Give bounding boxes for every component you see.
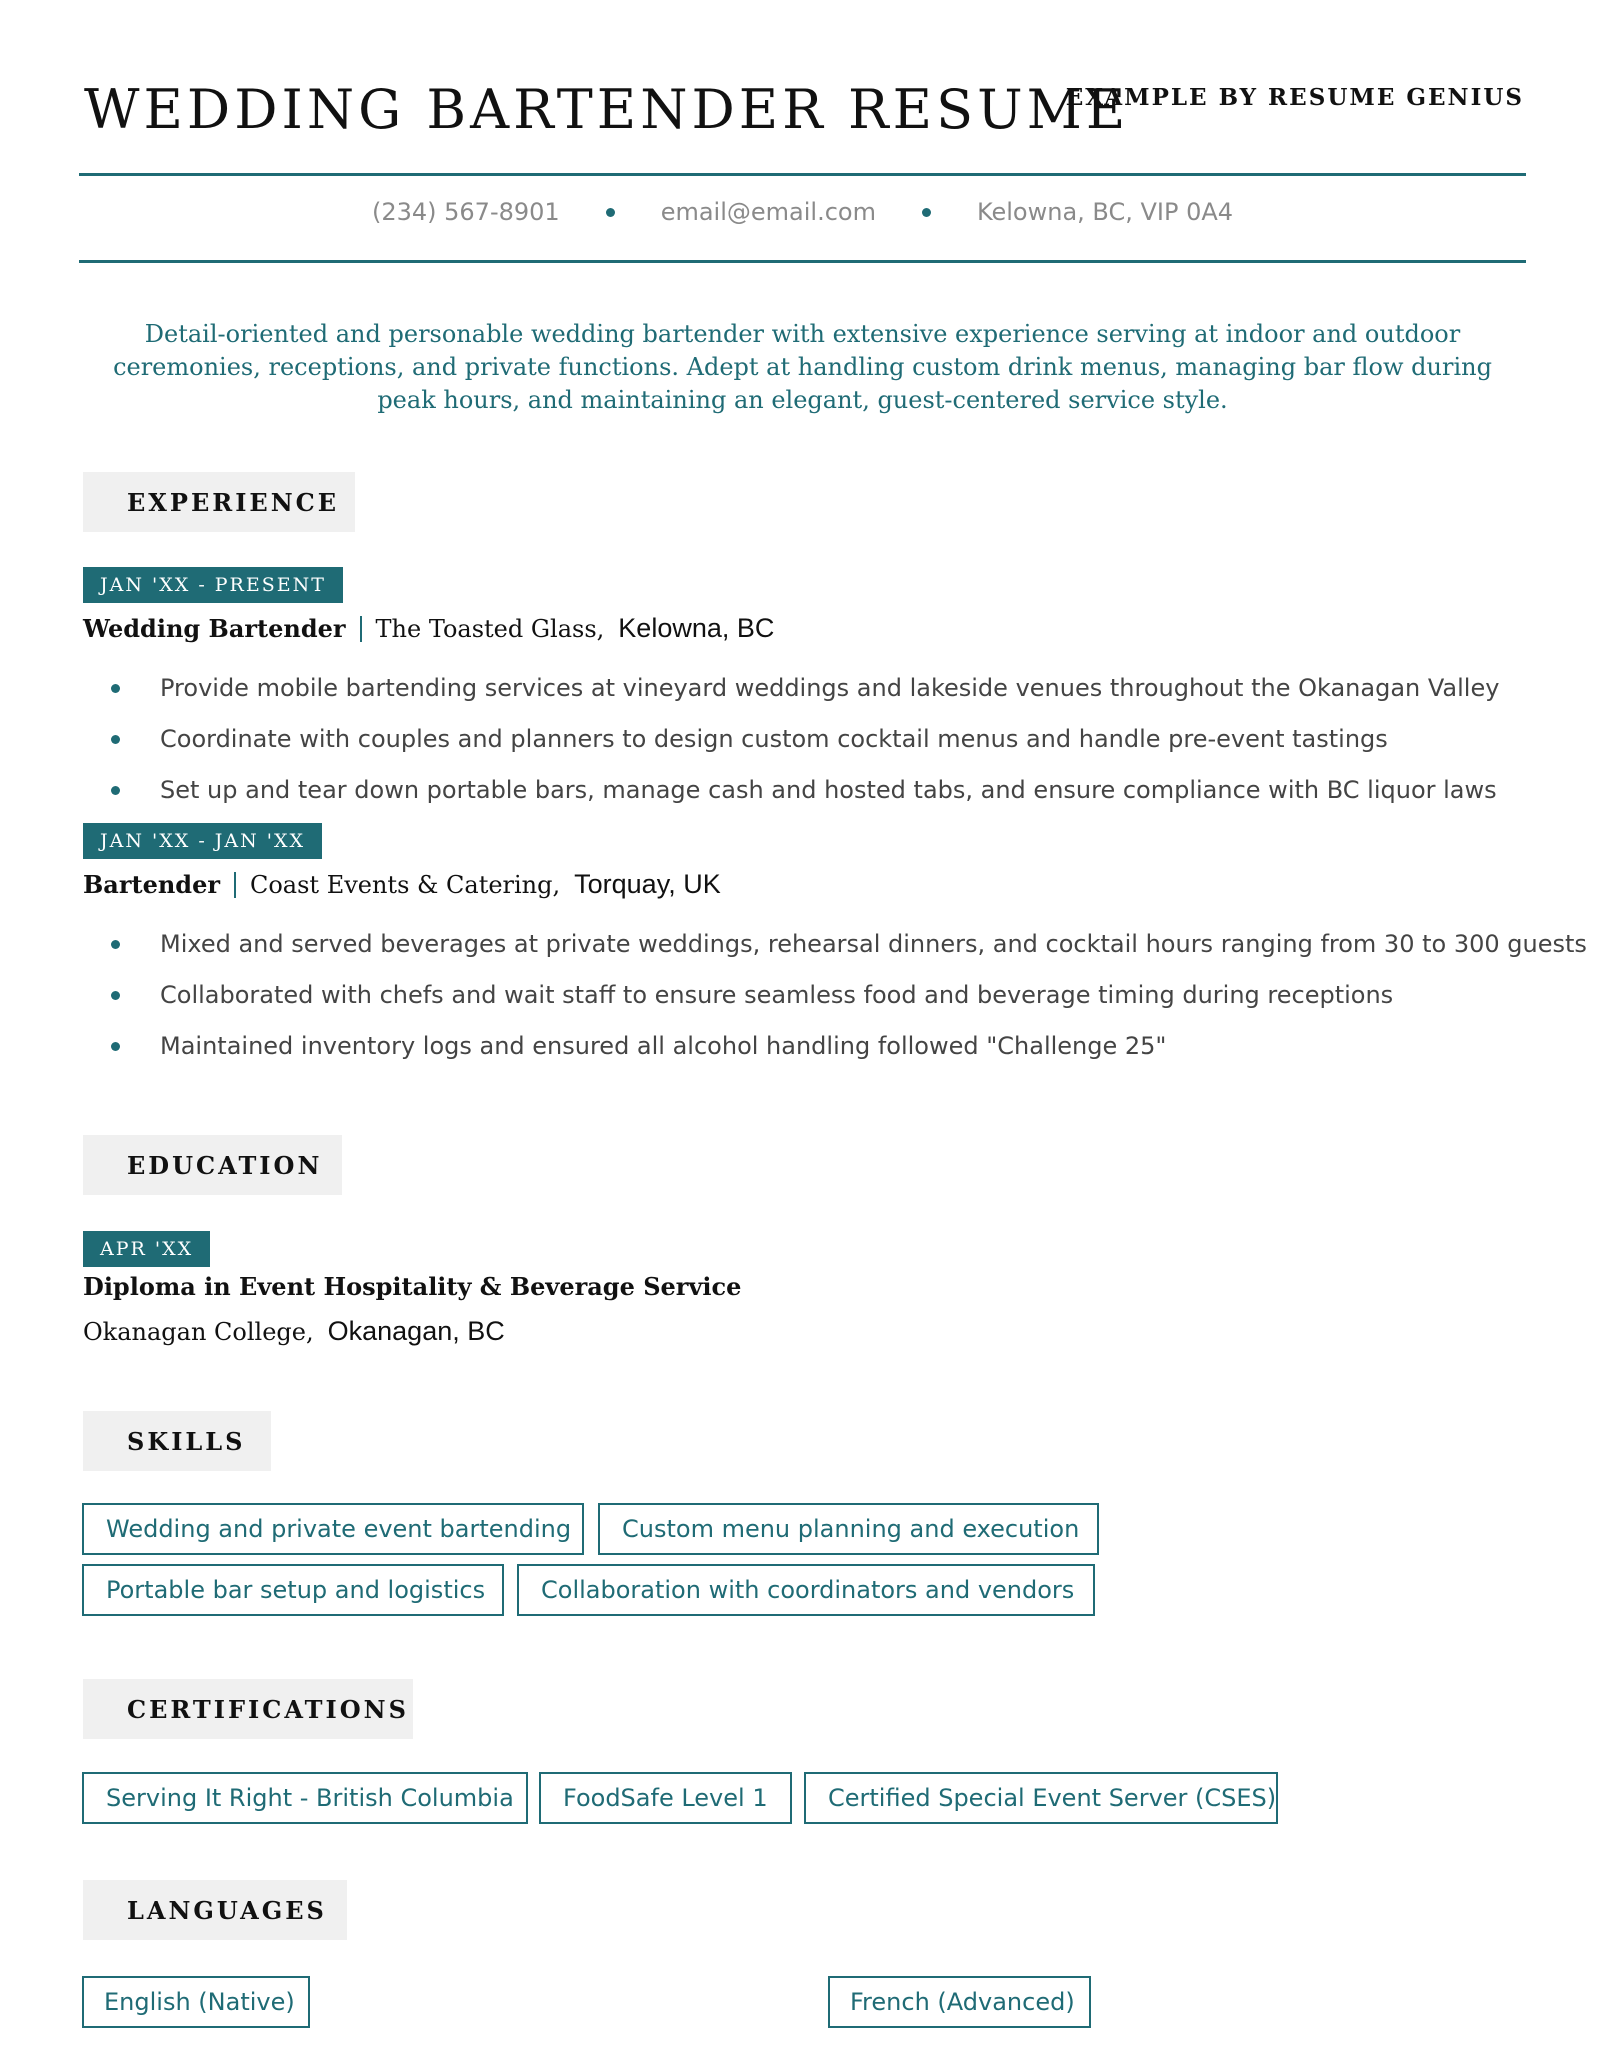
job-title-line <box>83 613 774 644</box>
separator-dot-icon <box>606 208 615 217</box>
language-chip: English (Native) <box>82 1976 310 2028</box>
byline: EXAMPLE BY RESUME GENIUS <box>1065 84 1524 111</box>
certification-chip: FoodSafe Level 1 <box>539 1772 792 1824</box>
skill-chip: Portable bar setup and logistics <box>82 1564 504 1616</box>
bullet-icon <box>111 684 120 693</box>
list-item: Set up and tear down portable bars, manage cash and hosted tabs, and ensure compliance with BC liquor laws <box>110 772 1499 823</box>
education-location: Okanagan, BC <box>327 1316 505 1346</box>
job-location: Kelowna, BC <box>618 613 775 643</box>
divider <box>360 616 362 642</box>
education-date-tag: APR 'XX <box>83 1231 210 1267</box>
certification-chip: Certified Special Event Server (CSES) <box>804 1772 1278 1824</box>
education-degree: Diploma in Event Hospitality & Beverage Service <box>83 1272 742 1301</box>
list-item: Collaborated with chefs and wait staff to ensure seamless food and beverage timing during receptions <box>110 977 1587 1028</box>
section-heading-skills: SKILLS <box>83 1411 271 1471</box>
job-company: The Toasted Glass, <box>375 615 605 643</box>
skill-chip: Wedding and private event bartending <box>82 1503 584 1555</box>
contact-email[interactable]: email@email.com <box>660 198 876 226</box>
section-heading-education: EDUCATION <box>83 1135 342 1195</box>
skill-chip: Collaboration with coordinators and vendors <box>517 1564 1095 1616</box>
list-item: Provide mobile bartending services at vineyard weddings and lakeside venues throughout the Okanagan Valley <box>110 670 1499 721</box>
bullet-icon <box>111 1042 120 1051</box>
professional-summary: Detail-oriented and personable wedding bartender with extensive experience serving at indoor and outdoor ceremonies, receptions, and private functions. Adept at handling custom drink menus, managing bar flow during peak hours, and maintaining an elegant, guest-centered service style. <box>113 320 1492 414</box>
bullet-icon <box>111 735 120 744</box>
separator-dot-icon <box>922 208 931 217</box>
job-date-tag: JAN 'XX - JAN 'XX <box>83 823 322 859</box>
education-school-line <box>83 1316 505 1347</box>
bullet-icon <box>111 786 120 795</box>
skill-chip: Custom menu planning and execution <box>598 1503 1099 1555</box>
resume-title: WEDDING BARTENDER RESUME <box>84 78 1130 141</box>
list-item: Mixed and served beverages at private weddings, rehearsal dinners, and cocktail hours ranging from 30 to 300 guests <box>110 926 1587 977</box>
contact-bottom-rule <box>79 260 1526 263</box>
job-title-line <box>83 869 721 900</box>
section-heading-certifications: CERTIFICATIONS <box>83 1679 413 1739</box>
bullet-icon <box>111 940 120 949</box>
contact-location: Kelowna, BC, VIP 0A4 <box>976 198 1234 226</box>
job-location: Torquay, UK <box>574 869 721 899</box>
bullet-icon <box>111 991 120 1000</box>
job-role: Wedding Bartender <box>83 614 346 643</box>
contact-phone[interactable]: (234) 567-8901 <box>371 198 560 226</box>
divider <box>234 872 236 898</box>
contact-bar <box>79 198 1526 226</box>
certification-chip: Serving It Right - British Columbia <box>82 1772 528 1824</box>
job-bullet-list <box>110 926 1587 1079</box>
job-company: Coast Events & Catering, <box>249 871 561 899</box>
job-role: Bartender <box>83 870 220 899</box>
section-heading-languages: LANGUAGES <box>83 1880 347 1940</box>
education-institution: Okanagan College, <box>83 1318 314 1346</box>
section-heading-experience: EXPERIENCE <box>83 472 355 532</box>
list-item: Coordinate with couples and planners to design custom cocktail menus and handle pre-event tastings <box>110 721 1499 772</box>
list-item: Maintained inventory logs and ensured all alcohol handling followed "Challenge 25" <box>110 1028 1587 1079</box>
job-date-tag: JAN 'XX - PRESENT <box>83 567 343 603</box>
job-bullet-list <box>110 670 1499 823</box>
contact-top-rule <box>79 173 1526 176</box>
language-chip: French (Advanced) <box>828 1976 1091 2028</box>
